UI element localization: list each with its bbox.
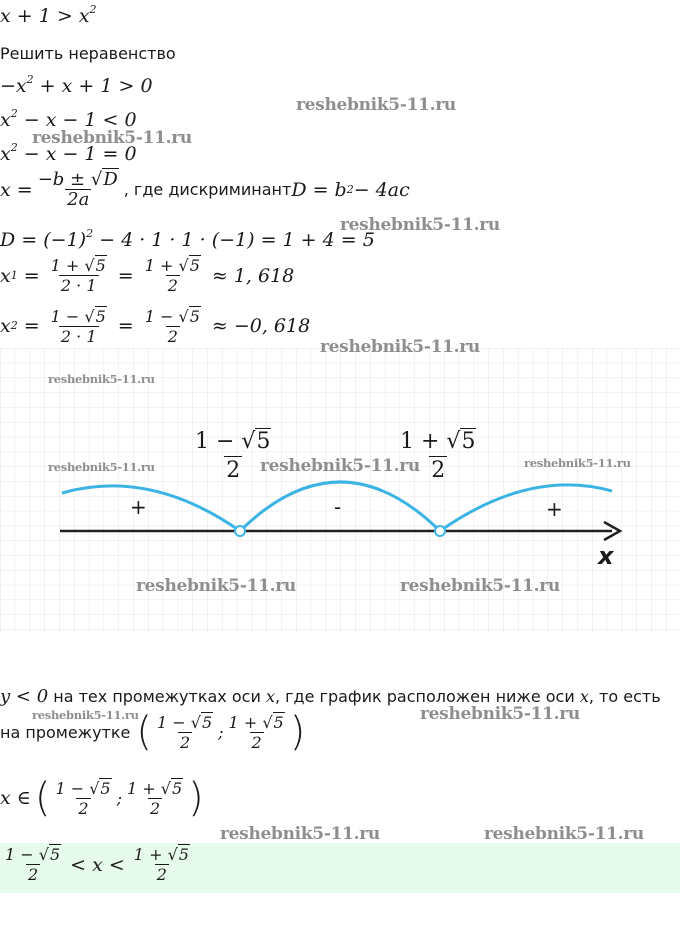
answer-frac-1: $\frac{1 - √5}{2}$: [5, 845, 61, 884]
sign-left: +: [130, 495, 147, 519]
membership-rad1: 5: [100, 778, 111, 798]
right-root-point: [435, 526, 445, 536]
answer-den1: 2: [27, 865, 39, 884]
root1-num2: 1 +: [144, 256, 179, 275]
left-label-num: 1 −: [195, 429, 242, 454]
root1-den1: 2 · 1: [60, 276, 97, 295]
discriminant-b: − 4 · 1 · 1 · (−1) = 1 + 4 = 5: [93, 229, 375, 251]
membership-frac-1: $\frac{1 - √5}{2}$: [55, 778, 111, 818]
sign-right: +: [546, 497, 563, 521]
step-1: [0, 74, 153, 98]
right-label-num: 1 +: [400, 429, 447, 454]
root2-num2: 1 −: [144, 306, 179, 326]
formula-numerator: −b ±: [37, 169, 91, 190]
root2-frac1: $\frac{1 - √5}{2 \cdot 1}$: [50, 306, 106, 346]
interval-rad1: 5: [201, 712, 213, 732]
inequality-power: 2: [89, 3, 97, 16]
interval-sep: ;: [218, 722, 224, 742]
interval-den1: 2: [179, 732, 191, 752]
watermark: reshebnik5-11.ru: [48, 460, 155, 474]
root2-den2: 2: [167, 326, 178, 346]
interval-num1: 1 −: [157, 712, 191, 732]
root1-eq: =: [23, 264, 40, 287]
formula-rhs-b: − 4ac: [353, 178, 410, 201]
conclusion-text-a: на тех промежутках оси: [48, 687, 266, 706]
problem-inequality: [0, 4, 97, 28]
watermark: reshebnik5-11.ru: [524, 456, 631, 470]
root2-frac2: $\frac{1 - √5}{2}$: [144, 306, 200, 346]
membership-num2: 1 +: [126, 778, 161, 798]
answer-rad1: 5: [49, 845, 61, 864]
left-label-rad: 5: [256, 429, 271, 454]
discriminant-a: D = (−1): [0, 229, 87, 251]
formula-text: , где дискриминант: [123, 180, 292, 199]
right-root-label: $\frac{1 + √5}{2}$: [400, 429, 476, 483]
formula-lhs: x =: [0, 178, 33, 201]
root2-var: x: [0, 315, 11, 337]
step2-a: x: [0, 109, 11, 131]
answer-num2: 1 +: [133, 845, 168, 864]
watermark: reshebnik5-11.ru: [400, 576, 560, 596]
membership-sep: ;: [116, 788, 122, 808]
root1-radicand: 5: [95, 256, 106, 275]
discriminant-power: 2: [86, 227, 94, 240]
number-line-figure: [0, 348, 680, 633]
quadratic-formula: x = $\frac{-b \pm √D}{2a}$ , где дискриминант D = b 2 − 4ac: [0, 169, 410, 210]
watermark: reshebnik5-11.ru: [484, 824, 644, 844]
step3-b: − x − 1 = 0: [17, 143, 137, 165]
interval-text: на промежутке: [0, 722, 131, 742]
interval-frac-2: $\frac{1 + √5}{2}$: [228, 712, 284, 752]
left-label-den: 2: [226, 458, 241, 483]
right-label-rad: 5: [461, 429, 476, 454]
root1-frac1: $\frac{1 + √5}{2 \cdot 1}$: [50, 256, 106, 295]
close-paren: ): [289, 709, 306, 755]
interval-rad2: 5: [273, 712, 284, 732]
watermark: reshebnik5-11.ru: [296, 95, 456, 115]
membership-den1: 2: [78, 798, 89, 818]
watermark: reshebnik5-11.ru: [260, 456, 420, 476]
sign-middle: -: [334, 495, 342, 519]
step3-a: x: [0, 143, 11, 165]
step2-power: 2: [10, 107, 18, 120]
answer-frac-2: $\frac{1 + √5}{2}$: [133, 845, 189, 884]
watermark: reshebnik5-11.ru: [136, 576, 296, 596]
membership-den2: 2: [149, 798, 161, 818]
root1-var: x: [0, 264, 11, 287]
root1-den2: 2: [167, 276, 178, 295]
step1-a: −x: [0, 75, 27, 97]
close-paren-2: ): [188, 775, 204, 821]
left-root-label: $\frac{1 - √5}{2}$: [195, 429, 271, 483]
y-less-zero: y < 0: [0, 686, 49, 707]
root2-radicand2: 5: [189, 306, 200, 326]
solve-heading: Решить неравенство: [0, 44, 176, 63]
left-root-point: [235, 526, 245, 536]
root2-approx: ≈ −0, 618: [211, 315, 311, 337]
conclusion-text-c: , то есть: [588, 687, 661, 706]
discriminant-line: [0, 228, 375, 252]
interval-frac-1: $\frac{1 - √5}{2}$: [157, 712, 213, 752]
interval-den2: 2: [251, 732, 262, 752]
watermark: reshebnik5-11.ru: [32, 128, 192, 148]
final-answer: [0, 845, 195, 884]
root2-radicand: 5: [95, 306, 106, 326]
watermark: reshebnik5-11.ru: [420, 704, 580, 724]
root-2: x 2 = $\frac{1 - √5}{2 \cdot 1}$ = $\frac{1 - √5}{2}$ ≈ −0, 618: [0, 306, 311, 346]
root1-radicand2: 5: [189, 256, 200, 275]
root2-num1: 1 −: [50, 306, 85, 326]
membership-frac-2: $\frac{1 + √5}{2}$: [126, 778, 183, 818]
membership-symbol: x ∈: [0, 787, 31, 809]
membership-num1: 1 −: [55, 778, 90, 798]
answer-mid: < x <: [70, 853, 125, 876]
formula-rhs-a: D = b: [291, 178, 347, 201]
conclusion-x2: x: [579, 687, 589, 706]
interval-num2: 1 +: [228, 712, 263, 732]
conclusion-x1: x: [265, 687, 275, 706]
step1-power: 2: [26, 73, 34, 86]
step3-power: 2: [10, 141, 18, 154]
watermark: reshebnik5-11.ru: [220, 824, 380, 844]
root1-eq2: =: [117, 264, 134, 287]
open-paren: (: [136, 709, 152, 755]
membership-line: [0, 775, 204, 821]
root-1: x 1 = $\frac{1 + √5}{2 \cdot 1}$ = $\frac{1 + √5}{2}$ ≈ 1, 618: [0, 256, 295, 295]
answer-rad2: 5: [178, 845, 189, 864]
axis-label: x: [598, 542, 614, 570]
grid-background: [0, 348, 680, 633]
inequality-left: x + 1 > x: [0, 5, 90, 27]
formula-radicand: D: [103, 169, 118, 190]
formula-fraction: $\frac{-b \pm √D}{2a}$: [37, 169, 118, 210]
right-label-den: 2: [431, 458, 446, 483]
step2-b: − x − 1 < 0: [17, 109, 137, 131]
answer-num1: 1 −: [5, 845, 39, 864]
root2-den1: 2 · 1: [60, 326, 97, 346]
conclusion-text-b: , где график расположен ниже оси: [274, 687, 580, 706]
root1-approx: ≈ 1, 618: [211, 264, 295, 287]
membership-rad2: 5: [171, 778, 183, 798]
root2-eq2: =: [117, 315, 134, 337]
watermark: reshebnik5-11.ru: [32, 708, 139, 722]
root1-frac2: $\frac{1 + √5}{2}$: [144, 256, 200, 295]
root2-eq: =: [23, 315, 40, 337]
watermark: reshebnik5-11.ru: [320, 337, 480, 357]
watermark: reshebnik5-11.ru: [48, 372, 155, 386]
formula-denominator: 2a: [67, 189, 90, 210]
watermark: reshebnik5-11.ru: [340, 215, 500, 235]
answer-den2: 2: [156, 865, 167, 884]
open-paren-2: (: [34, 775, 51, 821]
step1-b: + x + 1 > 0: [33, 75, 153, 97]
root1-num1: 1 +: [50, 256, 85, 275]
